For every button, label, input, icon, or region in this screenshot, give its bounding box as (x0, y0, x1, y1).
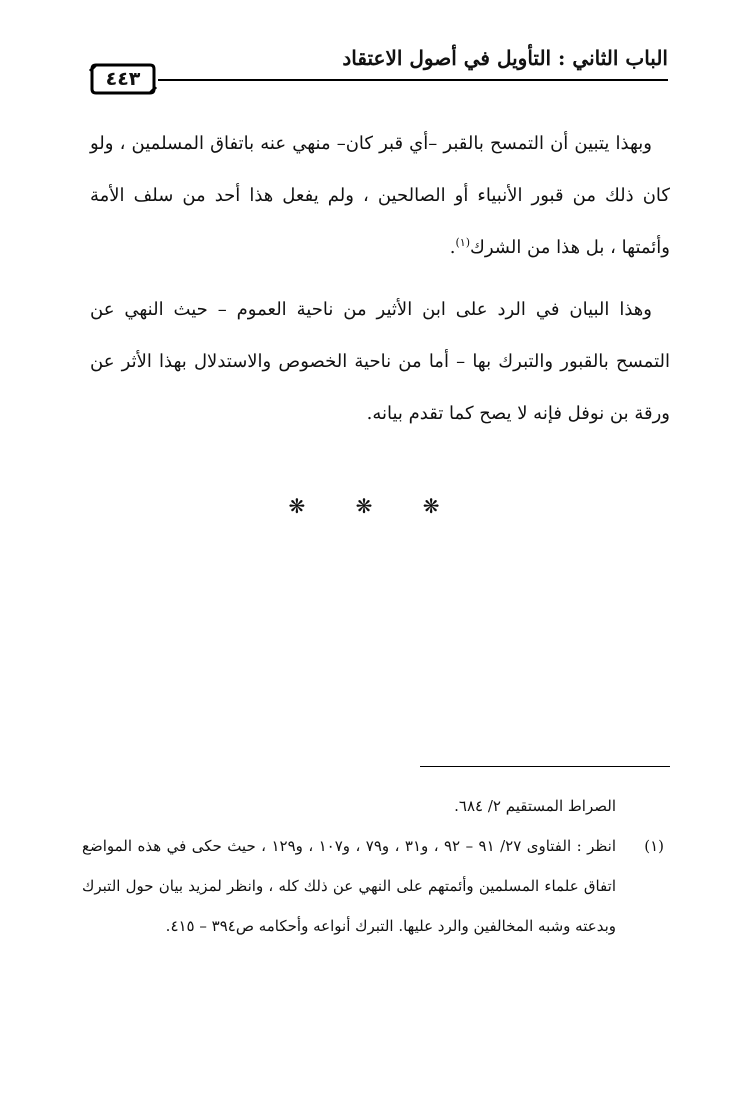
page-number-frame (88, 61, 158, 97)
paragraph-end: . (449, 237, 456, 258)
footnote-continued: الصراط المستقيم ٢/ ٦٨٤. (454, 797, 616, 815)
paragraph-text: وبهذا يتبين أن التمسح بالقبر –أي قبر كان– منهي عنه باتفاق المسلمين ، ولو كان ذلك من قبور الأنبياء أو الصالحين ، ولم يفعل هذا أحد من سلف الأمة وأئمتها ، بل هذا من الشرك (90, 133, 670, 258)
footnote-reference: (١) (455, 236, 471, 249)
page-number: ٤٤٣ (105, 68, 141, 90)
footnote-item (82, 826, 672, 946)
footnote-marker: (١) (644, 837, 664, 855)
paragraph (90, 118, 670, 274)
header-rule (158, 79, 668, 81)
main-text (90, 118, 670, 450)
footnotes (82, 786, 672, 946)
running-header (88, 40, 668, 100)
footnote-rule (420, 766, 670, 767)
footnote-text: انظر : الفتاوى ٢٧/ ٩١ – ٩٢ ، و٣١ ، و٧٩ ، و١٠٧ ، و١٢٩ ، حيث حكى في هذه المواضع اتفاق علماء المسلمين وأئمتهم على النهي عن ذلك كله ، وانظر لمزيد بيان حول التبرك وبدعته وشبه المخالفين والرد عليها. التبرك أنواعه وأحكامه ص٣٩٤ – ٤١٥. (82, 837, 617, 935)
chapter-title: الباب الثاني : التأويل في أصول الاعتقاد (342, 46, 668, 70)
section-separator: ❋ ❋ ❋ (288, 494, 462, 518)
paragraph: وهذا البيان في الرد على ابن الأثير من ناحية العموم – حيث النهي عن التمسح بالقبور والتبرك بها – أما من ناحية الخصوص والاستدلال بهذا الأثر عن ورقة بن نوفل فإنه لا يصح كما تقدم بيانه. (90, 299, 670, 424)
